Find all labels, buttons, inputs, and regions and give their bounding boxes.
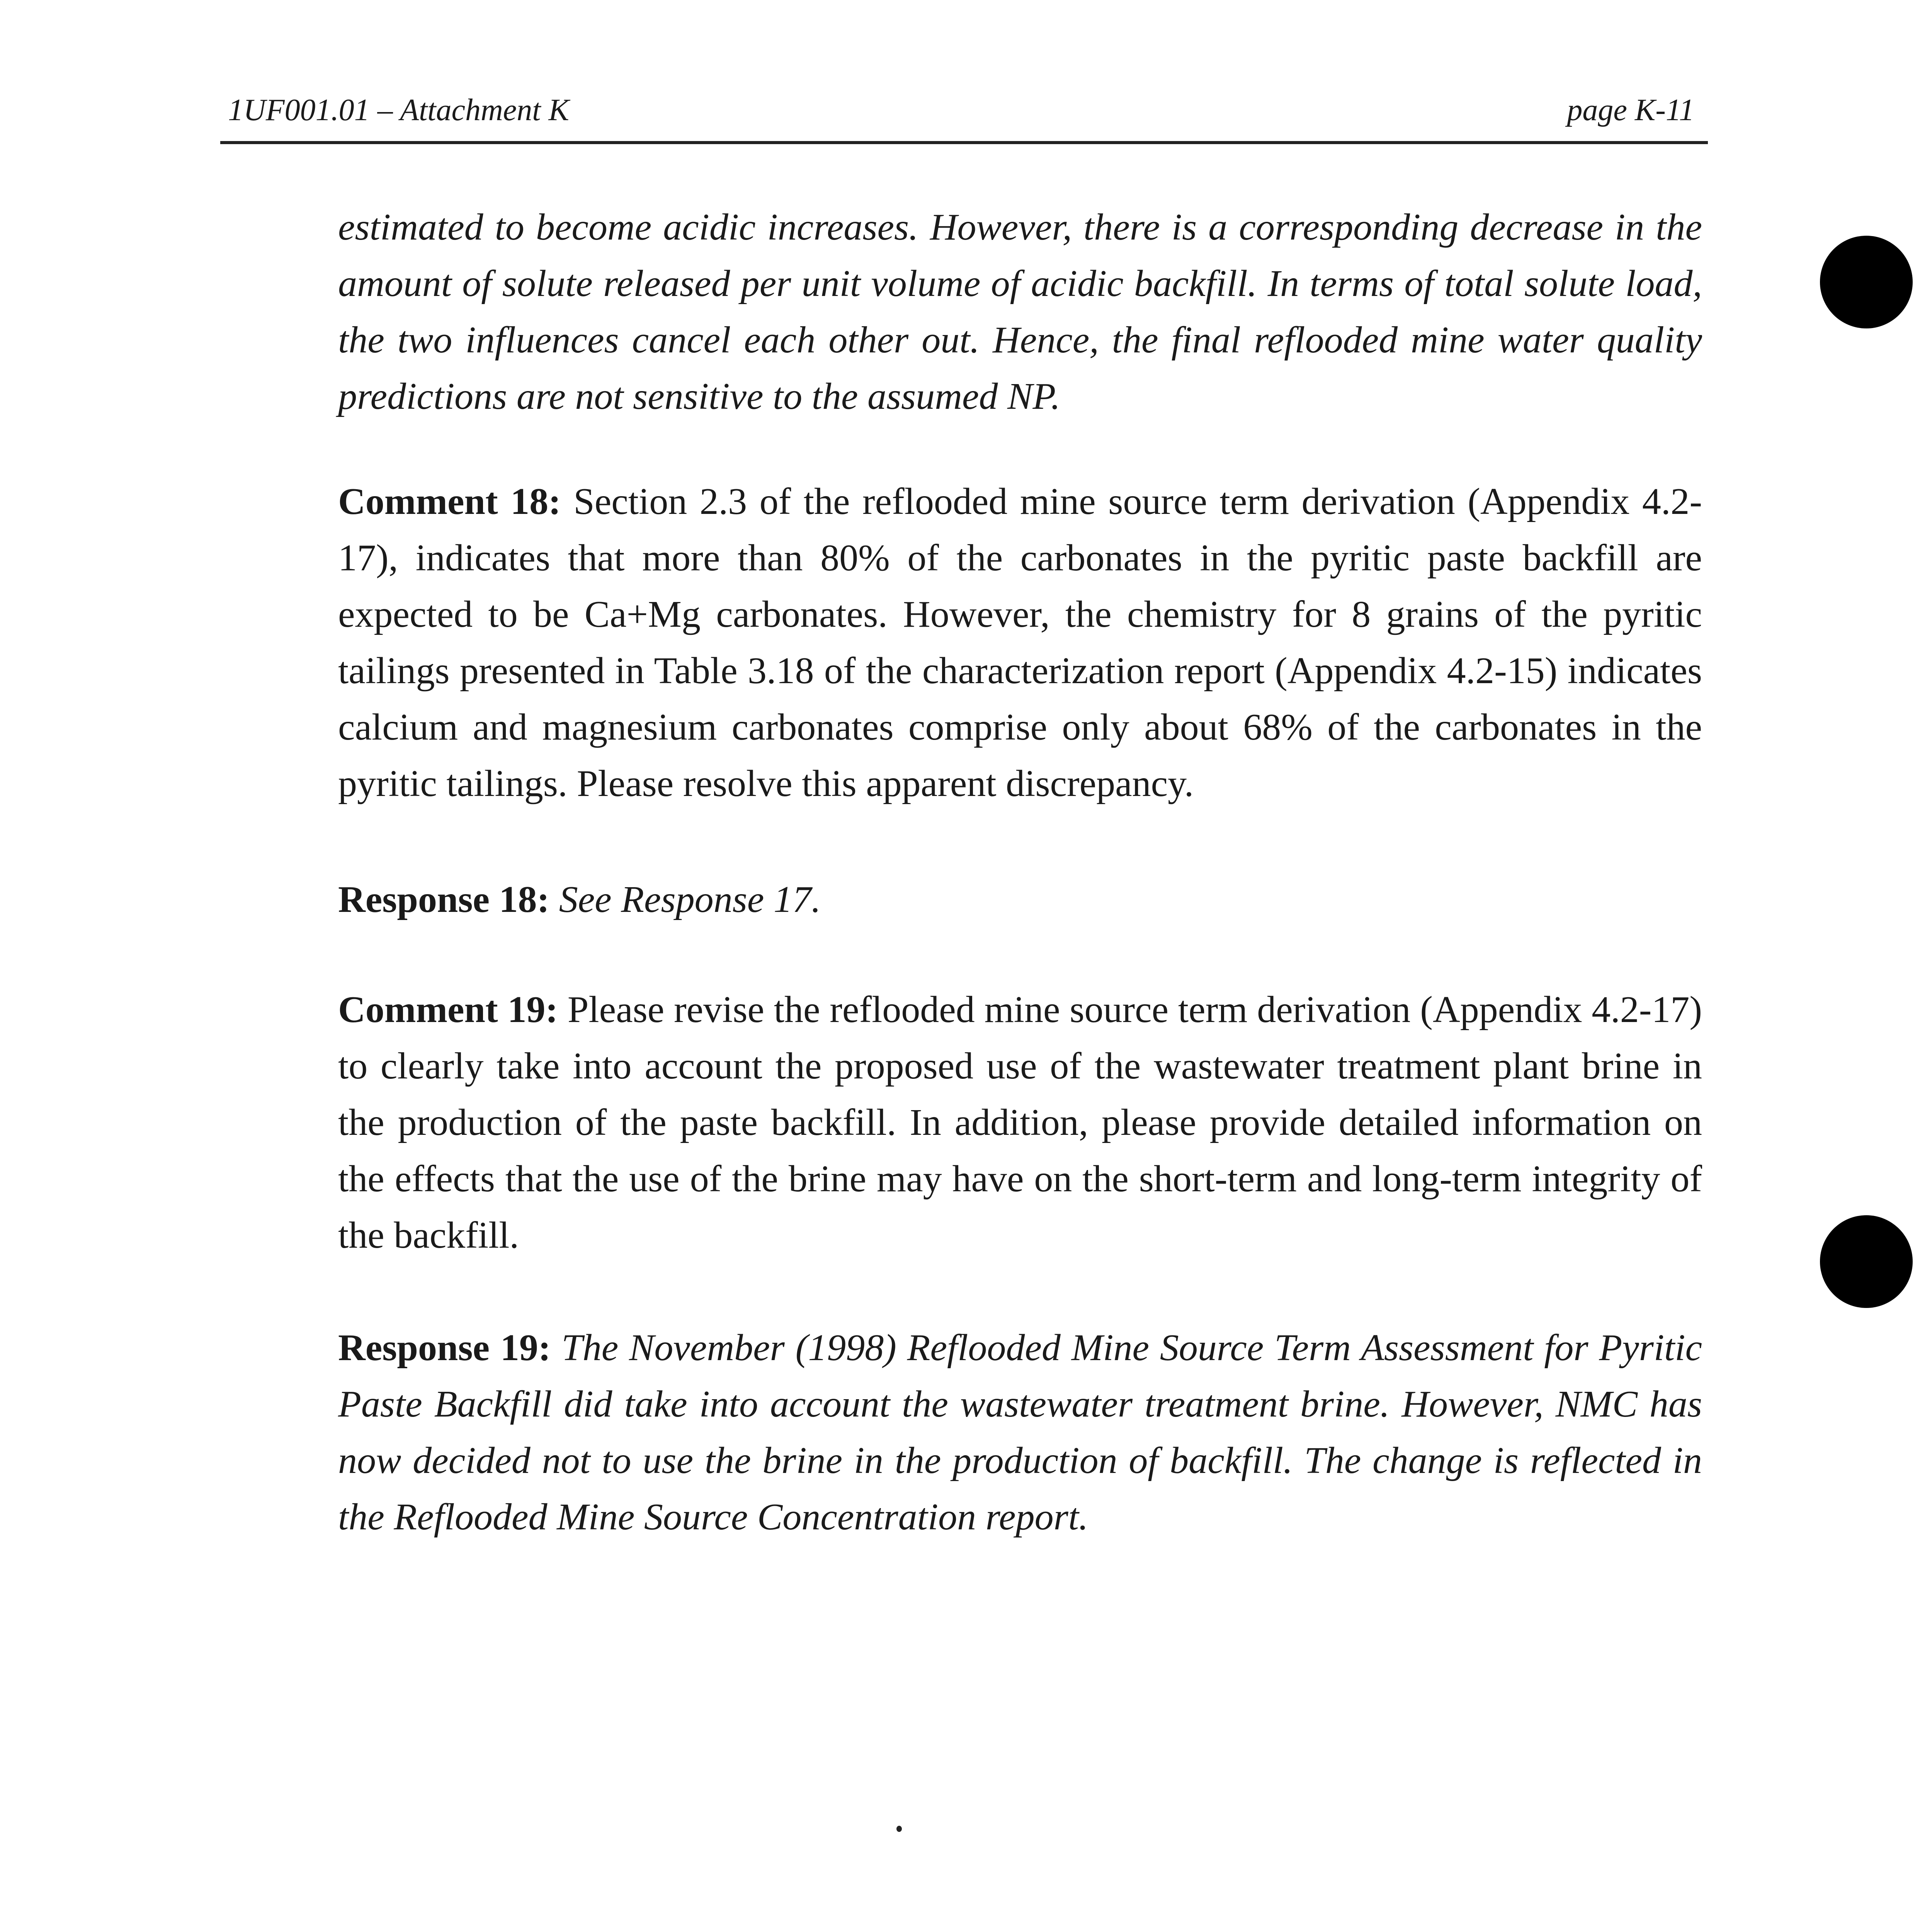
- response-19: [338, 1320, 1702, 1545]
- header-rule: [220, 141, 1708, 144]
- continuation-paragraph: [338, 199, 1702, 425]
- comment-18-label: Comment 18:: [338, 481, 561, 522]
- response-19-text: The November (1998) Reflooded Mine Source Term Assessment for Pyritic Paste Backfill did take into account the wastewater treatment brine. However, NMC has now decided not to use the brine in the production of backfill. The change is reflected in the Reflooded Mine Source Concentration report.: [338, 1327, 1702, 1538]
- response-19-label: Response 19:: [338, 1327, 551, 1369]
- punch-hole-middle: [1820, 1215, 1913, 1308]
- header-page-label: page K-11: [1567, 93, 1694, 127]
- continuation-text: estimated to become acidic increases. However, there is a corresponding decrease in the amount of solute released per unit volume of acidic backfill. In terms of total solute load, the two influences cancel each other out. Hence, the final reflooded mine water quality predictions are not sensitive to the assumed NP.: [338, 206, 1702, 417]
- comment-19-label: Comment 19:: [338, 989, 558, 1031]
- response-18-label: Response 18:: [338, 879, 550, 920]
- response-18-text: See Response 17.: [559, 879, 821, 920]
- comment-18: [338, 473, 1702, 812]
- comment-18-text: Section 2.3 of the reflooded mine source term derivation (Appendix 4.2-17), indicates that more than 80% of the carbonates in the pyritic paste backfill are expected to be Ca+Mg carbonates. However, the chemistry for 8 grains of the pyritic tailings presented in Table 3.18 of the characterization report (Appendix 4.2-15) indicates calcium and magnesium carbonates comprise only about 68% of the carbonates in the pyritic tailings. Please resolve this apparent discrepancy.: [338, 481, 1702, 804]
- comment-19: [338, 981, 1702, 1264]
- response-18: [338, 871, 1702, 928]
- scan-speck: [896, 1826, 902, 1832]
- comment-19-text: Please revise the reflooded mine source term derivation (Appendix 4.2-17) to clearly take into account the proposed use of the wastewater treatment plant brine in the production of the paste backfill. In addition, please provide detailed information on the effects that the use of the brine may have on the short-term and long-term integrity of the backfill.: [338, 989, 1702, 1256]
- punch-hole-top: [1820, 236, 1913, 328]
- header-document-id: 1UF001.01 – Attachment K: [228, 93, 569, 127]
